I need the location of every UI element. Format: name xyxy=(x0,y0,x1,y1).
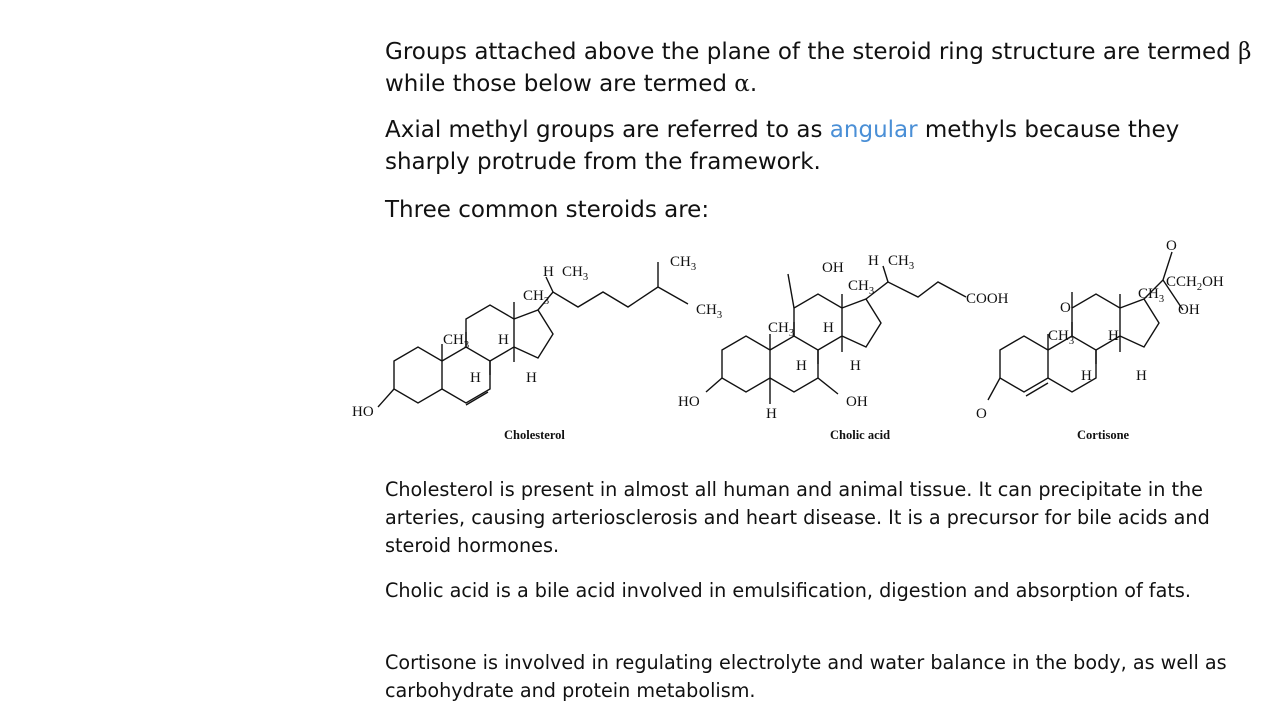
p1-text-a: Groups attached above the plane of the steroid ring structure are termed xyxy=(385,39,1239,65)
subscript-3: 3 xyxy=(1068,336,1075,347)
cholic-ring-a xyxy=(722,336,770,392)
subscript-3: 3 xyxy=(716,310,723,321)
paragraph-beta-alpha xyxy=(385,36,1265,100)
caption-cholic-acid: Cholic acid xyxy=(830,428,891,442)
cholic-ho-label: HO xyxy=(678,394,700,410)
cholesterol-ch3-label-2 xyxy=(523,288,549,307)
subscript-3: 3 xyxy=(788,328,795,339)
subscript-3: 3 xyxy=(543,296,550,307)
oh-text: OH xyxy=(1202,274,1224,290)
cholic-h-label-2: H xyxy=(796,358,807,374)
cholic-ch3-label-left xyxy=(768,320,794,339)
cholic-oh-label-top: OH xyxy=(822,260,844,276)
cholesterol-ch3-label-4 xyxy=(670,254,696,273)
cholic-ch3-label-mid xyxy=(848,278,874,297)
subscript-3: 3 xyxy=(690,262,697,273)
paragraph-cholesterol: Cholesterol is present in almost all human and animal tissue. It can precipitate in the arteries, causing arteriosclerosis and heart disease. It is a precursor for bile acids and steroid hormones. xyxy=(385,478,1210,557)
subscript-3: 3 xyxy=(582,272,589,283)
ch-text: CH xyxy=(523,288,544,304)
caption-cholesterol: Cholesterol xyxy=(504,428,565,442)
cholesterol-ch3-label-1 xyxy=(443,332,469,351)
cholic-h-label-1: H xyxy=(823,320,834,336)
cortisone-o-label-top: O xyxy=(1166,238,1177,254)
cortisone-ring-d xyxy=(1120,299,1159,347)
cholesterol-ch3-label-3 xyxy=(562,264,588,283)
paragraph-angular-methyls xyxy=(385,114,1265,178)
ch-text: CH xyxy=(768,320,789,336)
cortisone-ch3-label-left xyxy=(1048,328,1074,347)
cortisone-o-label-ketone: O xyxy=(1060,300,1071,316)
cholesterol-h-label-top: H xyxy=(543,264,554,280)
cholesterol-ring-d xyxy=(514,310,553,358)
alpha-symbol: α xyxy=(734,71,750,97)
cholic-oh-label-bottom: OH xyxy=(846,394,868,410)
subscript-2: 2 xyxy=(1196,282,1203,293)
beta-symbol: β xyxy=(1238,39,1252,65)
ch-text: CH xyxy=(848,278,869,294)
ch-text: CH xyxy=(562,264,583,280)
cholic-cooh-label: COOH xyxy=(966,291,1009,307)
subscript-3: 3 xyxy=(1158,294,1165,305)
cholesterol-h-label-1: H xyxy=(498,332,509,348)
ch-text: CH xyxy=(1048,328,1069,344)
cholic-ch3-label-top xyxy=(888,253,914,272)
cholesterol-side-chain xyxy=(538,262,688,310)
cholesterol-h-label-3: H xyxy=(526,370,537,386)
ch-text: CH xyxy=(670,254,691,270)
cholesterol-ho-bond xyxy=(378,389,394,407)
cortisone-dash-oh-label xyxy=(1178,302,1200,318)
caption-cortisone: Cortisone xyxy=(1077,428,1130,442)
ch-text: CH xyxy=(888,253,909,269)
cholesterol-structure xyxy=(352,254,722,442)
cholic-h-label-3: H xyxy=(850,358,861,374)
cortisone-ring-a xyxy=(1000,336,1048,392)
subscript-3: 3 xyxy=(908,261,915,272)
cholic-h-label-4: H xyxy=(766,406,777,422)
cortisone-structure xyxy=(976,238,1224,442)
cholic-h-label-top: H xyxy=(868,253,879,269)
cholesterol-ho-label: HO xyxy=(352,404,374,420)
cholesterol-double-bond xyxy=(466,392,488,405)
angular-highlight: angular xyxy=(829,117,918,143)
p1-text-c: . xyxy=(749,71,758,97)
p2-text-b: methyls because they sharply protrude from the framework. xyxy=(385,117,1180,175)
ch-text: CH xyxy=(1138,286,1159,302)
cholesterol-ring-a xyxy=(394,347,442,403)
ch-text: CH xyxy=(443,332,464,348)
cortisone-cch2oh-label xyxy=(1166,274,1224,293)
paragraph-cortisone: Cortisone is involved in regulating electrolyte and water balance in the body, as well as carbohydrate and protein metabolism. xyxy=(385,651,1227,702)
cortisone-ch3-label-mid xyxy=(1138,286,1164,305)
oh-text: OH xyxy=(1178,302,1200,318)
cholic-ring-d xyxy=(842,299,881,347)
paragraph-cholic-acid: Cholic acid is a bile acid involved in emulsification, digestion and absorption of fats. xyxy=(385,579,1191,602)
cholic-ring-c xyxy=(794,294,842,350)
cortisone-h-label-2: H xyxy=(1081,368,1092,384)
cholesterol-ch3-label-5 xyxy=(696,302,722,321)
cch-text: CCH xyxy=(1166,274,1197,290)
cortisone-h-label-1: H xyxy=(1108,328,1119,344)
cortisone-o-label-bottom: O xyxy=(976,406,987,422)
subscript-3: 3 xyxy=(463,340,470,351)
paragraph-three-steroids: Three common steroids are: xyxy=(385,197,710,223)
cholic-acid-structure xyxy=(678,253,1009,442)
p2-text-a: Axial methyl groups are referred to as xyxy=(385,117,830,143)
ch-text: CH xyxy=(696,302,717,318)
cholic-ring-b xyxy=(770,336,818,392)
cholic-side-chain xyxy=(866,282,966,299)
cortisone-h-label-3: H xyxy=(1136,368,1147,384)
steroid-structures-figure xyxy=(348,232,1248,447)
cholesterol-h-label-2: H xyxy=(470,370,481,386)
p1-text-b: while those below are termed xyxy=(385,71,735,97)
subscript-3: 3 xyxy=(868,286,875,297)
